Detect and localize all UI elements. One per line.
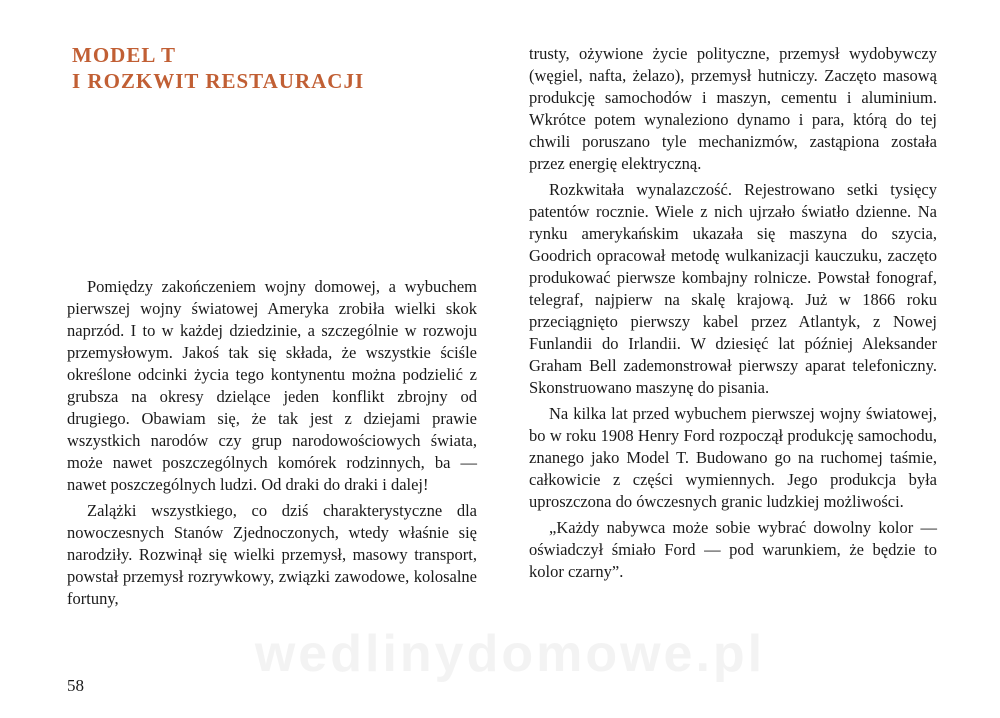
chapter-title-line-1: MODEL T [72, 43, 177, 67]
paragraph: Pomiędzy zakończeniem wojny domowej, a wybuchem pierwszej wojny światowej Ameryka zrobiła wielki skok naprzód. I to w każdej dziedzinie, a szczególnie w rozwoju przemysłowym. Jakoś tak się składa, że wszystkie ściśle określone odcinki życia tego kontynentu można podzielić z grubsza na okresy dzielące jeden konflikt zbrojny od drugiego. Obawiam się, że tak jest z dziejami prawie wszystkich narodów czy grup narodowościowych świata, może nawet poszczególnych komórek rodzinnych, ba — nawet poszczególnych ludzi. Od draki do draki i dalej! [67, 277, 477, 494]
paragraph: Na kilka lat przed wybuchem pierwszej wojny światowej, bo w roku 1908 Henry Ford rozpoczął produkcję samochodu, znanego jako Model T. Budowano go na ruchomej taśmie, całkowicie z części wymiennych. Jego produkcja była uproszczona do ówczesnych granic ludzkiej możliwości. [529, 404, 937, 511]
paragraph: Zalążki wszystkiego, co dziś charakterystyczne dla nowoczesnych Stanów Zjednoczonych, wtedy właśnie się narodziły. Rozwinął się wielki przemysł, masowy transport, powstał przemysł rozrywkowy, związki zawodowe, kolosalne fortuny, [67, 501, 477, 608]
page-number: 58 [67, 676, 84, 695]
chapter-title-line-2: I ROZKWIT RESTAURACJI [72, 69, 365, 93]
watermark: wedlinydomowe.pl [254, 625, 766, 683]
left-text-column [67, 276, 477, 610]
chapter-title [72, 42, 364, 94]
paragraph: „Każdy nabywca może sobie wybrać dowolny kolor — oświadczył śmiało Ford — pod warunkiem, że będzie to kolor czarny”. [529, 518, 937, 581]
paragraph: trusty, ożywione życie polityczne, przemysł wydobywczy (węgiel, nafta, żelazo), przemysł hutniczy. Zaczęto masową produkcję samochodów i maszyn, cementu i aluminium. Wkrótce potem wynaleziono dynamo i para, którą do tej chwili poruszano tyle mechanizmów, zastąpiona została przez energię elektryczną. [529, 44, 937, 173]
right-text-column [529, 43, 937, 583]
paragraph: Rozkwitała wynalazczość. Rejestrowano setki tysięcy patentów rocznie. Wiele z nich ujrzało światło dzienne. Na rynku amerykańskim ukazała się maszyna do szycia, Goodrich opracował metodę wulkanizacji kauczuku, zaczęto produkować pierwsze kombajny rolnicze. Powstał fonograf, telegraf, najpierw na skalę krajową. Już w 1866 roku przeciągnięto pierwszy kabel przez Atlantyk, z Nowej Funlandii do Irlandii. W dziesięć lat później Aleksander Graham Bell zademonstrował pierwszy aparat telefoniczny. Skonstruowano maszynę do pisania. [529, 180, 937, 397]
